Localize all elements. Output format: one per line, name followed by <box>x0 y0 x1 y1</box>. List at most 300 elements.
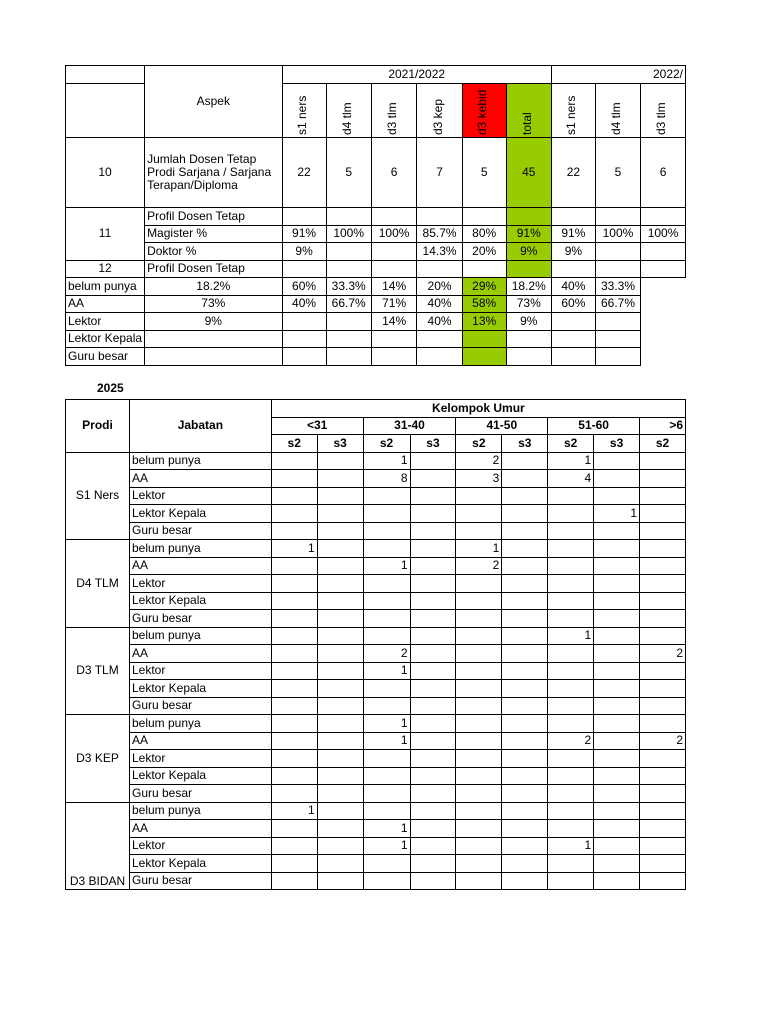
col-header: d3 kep <box>417 84 462 138</box>
count-cell <box>640 715 686 733</box>
value-cell: 100% <box>371 225 417 243</box>
count-cell: 1 <box>271 802 317 820</box>
row-no: 11 <box>66 208 145 261</box>
count-cell: 1 <box>363 715 410 733</box>
jabatan-cell: Lektor <box>129 487 271 505</box>
count-cell <box>548 820 594 838</box>
count-cell <box>456 487 502 505</box>
count-cell <box>548 557 594 575</box>
jabatan-cell: Lektor <box>129 575 271 593</box>
value-cell <box>506 330 551 348</box>
degree-header: s3 <box>594 435 640 453</box>
year-label-2025: 2025 <box>97 381 124 395</box>
count-cell <box>594 645 640 663</box>
count-cell <box>410 645 456 663</box>
count-cell <box>502 610 548 628</box>
count-cell <box>271 697 317 715</box>
count-cell <box>594 855 640 873</box>
value-cell: 60% <box>282 278 326 296</box>
value-cell: 22 <box>282 138 326 208</box>
count-cell <box>410 592 456 610</box>
jabatan-cell: Guru besar <box>129 785 271 803</box>
jabatan-cell: AA <box>129 645 271 663</box>
age-group-header: >6 <box>640 417 686 435</box>
count-cell <box>456 732 502 750</box>
row-label: Lektor Kepala <box>66 330 145 348</box>
value-cell <box>595 330 640 348</box>
count-cell <box>271 820 317 838</box>
count-cell <box>502 750 548 768</box>
count-cell <box>594 487 640 505</box>
count-cell <box>410 767 456 785</box>
value-cell <box>326 348 371 366</box>
value-cell: 9% <box>551 243 595 261</box>
value-cell: 6 <box>641 138 686 208</box>
count-cell <box>317 820 363 838</box>
count-cell <box>502 627 548 645</box>
jabatan-cell: Lektor Kepala <box>129 855 271 873</box>
count-cell <box>640 540 686 558</box>
count-cell: 2 <box>456 452 502 470</box>
count-cell <box>456 785 502 803</box>
value-cell <box>145 348 282 366</box>
value-cell <box>595 243 640 261</box>
value-cell: 20% <box>417 278 462 296</box>
total-cell <box>462 330 506 348</box>
count-cell <box>410 750 456 768</box>
count-cell <box>410 837 456 855</box>
count-cell <box>502 470 548 488</box>
value-cell <box>282 348 326 366</box>
jabatan-cell: belum punya <box>129 802 271 820</box>
count-cell <box>456 575 502 593</box>
value-cell: 9% <box>506 313 551 331</box>
count-cell <box>548 767 594 785</box>
kelompok-umur-header: Kelompok Umur <box>271 400 685 418</box>
count-cell <box>640 855 686 873</box>
degree-header: s2 <box>363 435 410 453</box>
count-cell <box>363 505 410 523</box>
value-cell <box>551 313 595 331</box>
age-group-header: 31-40 <box>363 417 456 435</box>
total-cell <box>462 348 506 366</box>
count-cell <box>456 645 502 663</box>
count-cell <box>271 855 317 873</box>
count-cell <box>271 872 317 890</box>
value-cell: 66.7% <box>326 295 371 313</box>
count-cell <box>363 522 410 540</box>
value-cell <box>506 348 551 366</box>
count-cell <box>317 785 363 803</box>
total-cell: 29% <box>462 278 506 296</box>
count-cell <box>456 505 502 523</box>
count-cell <box>410 697 456 715</box>
count-cell <box>317 645 363 663</box>
value-cell: 71% <box>371 295 417 313</box>
jabatan-cell: AA <box>129 820 271 838</box>
value-cell <box>417 330 462 348</box>
degree-header: s3 <box>502 435 548 453</box>
count-cell <box>271 487 317 505</box>
count-cell <box>410 505 456 523</box>
count-cell <box>548 715 594 733</box>
count-cell <box>363 610 410 628</box>
col-header: s1 ners <box>282 84 326 138</box>
count-cell: 2 <box>640 645 686 663</box>
degree-header: s3 <box>410 435 456 453</box>
count-cell <box>594 522 640 540</box>
jabatan-cell: Guru besar <box>129 610 271 628</box>
count-cell <box>317 627 363 645</box>
count-cell <box>317 522 363 540</box>
value-cell <box>371 330 417 348</box>
col-header: d3 tlm <box>641 84 686 138</box>
count-cell: 1 <box>363 452 410 470</box>
count-cell <box>548 522 594 540</box>
col-header: d4 tlm <box>595 84 640 138</box>
prodi-cell: D3 TLM <box>66 627 130 715</box>
value-cell: 100% <box>595 225 640 243</box>
count-cell <box>640 487 686 505</box>
value-cell: 100% <box>641 225 686 243</box>
value-cell: 14.3% <box>417 243 462 261</box>
total-cell: 9% <box>506 243 551 261</box>
value-cell: 5 <box>595 138 640 208</box>
count-cell <box>594 627 640 645</box>
count-cell <box>548 697 594 715</box>
col-header: d3 kebid <box>462 84 506 138</box>
value-cell: 33.3% <box>595 278 640 296</box>
count-cell <box>640 767 686 785</box>
count-cell <box>548 680 594 698</box>
jabatan-cell: Lektor <box>129 750 271 768</box>
count-cell <box>271 505 317 523</box>
count-cell: 8 <box>363 470 410 488</box>
count-cell <box>317 767 363 785</box>
count-cell <box>317 557 363 575</box>
value-cell <box>595 348 640 366</box>
jabatan-cell: Lektor <box>129 662 271 680</box>
count-cell <box>640 680 686 698</box>
count-cell <box>594 767 640 785</box>
count-cell <box>317 662 363 680</box>
count-cell: 1 <box>271 540 317 558</box>
value-cell <box>326 313 371 331</box>
count-cell: 2 <box>548 732 594 750</box>
count-cell <box>456 855 502 873</box>
prodi-cell: D3 KEP <box>66 715 130 803</box>
count-cell <box>594 452 640 470</box>
jabatan-header: Jabatan <box>129 400 271 453</box>
count-cell <box>456 697 502 715</box>
count-cell <box>363 680 410 698</box>
value-cell <box>282 330 326 348</box>
count-cell <box>271 837 317 855</box>
row-label: belum punya <box>66 278 145 296</box>
count-cell <box>640 505 686 523</box>
count-cell: 3 <box>456 470 502 488</box>
count-cell <box>456 872 502 890</box>
count-cell <box>640 627 686 645</box>
count-cell <box>456 767 502 785</box>
count-cell <box>502 837 548 855</box>
total-cell: 45 <box>506 138 551 208</box>
count-cell <box>502 645 548 663</box>
count-cell <box>317 837 363 855</box>
age-group-header: <31 <box>271 417 363 435</box>
count-cell <box>640 575 686 593</box>
count-cell <box>456 592 502 610</box>
count-cell <box>594 715 640 733</box>
row-label: AA <box>66 295 145 313</box>
count-cell <box>456 627 502 645</box>
count-cell <box>640 785 686 803</box>
count-cell <box>502 680 548 698</box>
count-cell: 1 <box>363 732 410 750</box>
count-cell <box>271 785 317 803</box>
count-cell <box>363 575 410 593</box>
jabatan-cell: Guru besar <box>129 872 271 890</box>
count-cell <box>640 452 686 470</box>
count-cell <box>502 592 548 610</box>
row-no: 12 <box>66 260 145 278</box>
jabatan-cell: belum punya <box>129 452 271 470</box>
count-cell <box>410 610 456 628</box>
value-cell: 14% <box>371 278 417 296</box>
count-cell <box>456 750 502 768</box>
count-cell <box>502 802 548 820</box>
value-cell: 9% <box>282 243 326 261</box>
prodi-cell: S1 Ners <box>66 452 130 540</box>
count-cell: 4 <box>548 470 594 488</box>
count-cell <box>410 680 456 698</box>
value-cell: 66.7% <box>595 295 640 313</box>
count-cell <box>640 750 686 768</box>
count-cell <box>502 767 548 785</box>
count-cell <box>502 505 548 523</box>
value-cell <box>282 313 326 331</box>
row-label: Jumlah Dosen Tetap Prodi Sarjana / Sarjana Terapan/Diploma <box>145 138 282 208</box>
count-cell <box>271 522 317 540</box>
row-label: Profil Dosen Tetap <box>145 260 282 278</box>
count-cell <box>594 837 640 855</box>
jabatan-cell: belum punya <box>129 540 271 558</box>
count-cell <box>363 627 410 645</box>
count-cell <box>548 662 594 680</box>
count-cell <box>317 802 363 820</box>
count-cell <box>363 872 410 890</box>
value-cell: 40% <box>417 313 462 331</box>
count-cell <box>410 820 456 838</box>
count-cell <box>502 522 548 540</box>
row-label: Guru besar <box>66 348 145 366</box>
value-cell: 91% <box>282 225 326 243</box>
value-cell <box>371 243 417 261</box>
value-cell: 18.2% <box>145 278 282 296</box>
count-cell <box>502 662 548 680</box>
jabatan-cell: Lektor Kepala <box>129 767 271 785</box>
count-cell <box>271 645 317 663</box>
count-cell: 1 <box>548 837 594 855</box>
count-cell <box>548 505 594 523</box>
year-header-2022: 2022/ <box>551 66 685 84</box>
count-cell <box>410 627 456 645</box>
row-label: Doktor % <box>145 243 282 261</box>
count-cell <box>548 645 594 663</box>
count-cell <box>456 680 502 698</box>
value-cell: 9% <box>145 313 282 331</box>
count-cell <box>548 802 594 820</box>
count-cell <box>456 662 502 680</box>
count-cell <box>271 557 317 575</box>
value-cell: 40% <box>551 278 595 296</box>
value-cell: 73% <box>506 295 551 313</box>
count-cell <box>410 522 456 540</box>
value-cell: 7 <box>417 138 462 208</box>
count-cell <box>410 872 456 890</box>
count-cell <box>317 505 363 523</box>
count-cell <box>502 855 548 873</box>
count-cell <box>502 575 548 593</box>
count-cell <box>410 855 456 873</box>
col-header: d4 tlm <box>326 84 371 138</box>
count-cell <box>317 732 363 750</box>
count-cell <box>317 680 363 698</box>
count-cell <box>410 540 456 558</box>
count-cell <box>271 767 317 785</box>
count-cell: 1 <box>363 557 410 575</box>
total-cell: 13% <box>462 313 506 331</box>
value-cell <box>326 243 371 261</box>
count-cell <box>640 872 686 890</box>
count-cell <box>410 452 456 470</box>
count-cell <box>548 785 594 803</box>
col-header-total: total <box>506 84 551 138</box>
count-cell <box>548 540 594 558</box>
count-cell <box>271 715 317 733</box>
count-cell: 1 <box>456 540 502 558</box>
jabatan-cell: Lektor Kepala <box>129 592 271 610</box>
count-cell <box>456 522 502 540</box>
degree-header: s2 <box>456 435 502 453</box>
row-label: Magister % <box>145 225 282 243</box>
no-header <box>66 84 145 138</box>
count-cell <box>456 802 502 820</box>
value-cell <box>145 330 282 348</box>
count-cell <box>456 837 502 855</box>
count-cell <box>410 575 456 593</box>
count-cell <box>594 592 640 610</box>
value-cell <box>371 348 417 366</box>
count-cell <box>548 855 594 873</box>
count-cell: 1 <box>548 627 594 645</box>
prodi-cell: D3 BIDAN <box>66 802 130 890</box>
count-cell <box>271 610 317 628</box>
count-cell <box>548 610 594 628</box>
count-cell <box>502 452 548 470</box>
count-cell <box>271 470 317 488</box>
value-cell: 80% <box>462 225 506 243</box>
count-cell <box>502 820 548 838</box>
count-cell: 1 <box>363 837 410 855</box>
count-cell <box>594 820 640 838</box>
count-cell <box>594 802 640 820</box>
count-cell <box>410 732 456 750</box>
value-cell: 18.2% <box>506 278 551 296</box>
count-cell <box>594 872 640 890</box>
count-cell <box>271 732 317 750</box>
count-cell <box>317 872 363 890</box>
jabatan-cell: AA <box>129 732 271 750</box>
value-cell <box>595 313 640 331</box>
count-cell <box>502 872 548 890</box>
count-cell <box>502 715 548 733</box>
count-cell <box>363 750 410 768</box>
count-cell <box>317 610 363 628</box>
count-cell <box>410 662 456 680</box>
year-header-2021: 2021/2022 <box>282 66 551 84</box>
count-cell <box>410 715 456 733</box>
count-cell <box>317 715 363 733</box>
degree-header: s3 <box>317 435 363 453</box>
count-cell <box>502 785 548 803</box>
count-cell <box>456 715 502 733</box>
count-cell: 1 <box>363 820 410 838</box>
count-cell <box>548 872 594 890</box>
value-cell <box>641 243 686 261</box>
corner-cell <box>66 66 145 84</box>
count-cell <box>410 487 456 505</box>
age-group-header: 51-60 <box>548 417 640 435</box>
count-cell <box>363 855 410 873</box>
count-cell <box>640 802 686 820</box>
prodi-header: Prodi <box>66 400 130 453</box>
count-cell <box>363 802 410 820</box>
count-cell <box>594 680 640 698</box>
count-cell <box>317 750 363 768</box>
count-cell <box>363 487 410 505</box>
count-cell <box>640 470 686 488</box>
count-cell <box>548 592 594 610</box>
value-cell: 6 <box>371 138 417 208</box>
count-cell <box>317 575 363 593</box>
count-cell <box>363 785 410 803</box>
jabatan-cell: belum punya <box>129 715 271 733</box>
value-cell: 100% <box>326 225 371 243</box>
count-cell: 2 <box>640 732 686 750</box>
count-cell <box>594 732 640 750</box>
jabatan-cell: Lektor Kepala <box>129 505 271 523</box>
count-cell <box>271 627 317 645</box>
jabatan-cell: AA <box>129 470 271 488</box>
count-cell <box>640 697 686 715</box>
value-cell <box>417 348 462 366</box>
count-cell <box>317 697 363 715</box>
count-cell: 1 <box>363 662 410 680</box>
count-cell <box>271 680 317 698</box>
count-cell <box>594 662 640 680</box>
row-label: Profil Dosen Tetap <box>145 208 282 226</box>
jabatan-cell: Guru besar <box>129 522 271 540</box>
count-cell <box>594 697 640 715</box>
count-cell: 2 <box>456 557 502 575</box>
count-cell <box>548 750 594 768</box>
count-cell <box>502 557 548 575</box>
count-cell <box>271 750 317 768</box>
jabatan-cell: AA <box>129 557 271 575</box>
value-cell: 5 <box>462 138 506 208</box>
value-cell: 14% <box>371 313 417 331</box>
